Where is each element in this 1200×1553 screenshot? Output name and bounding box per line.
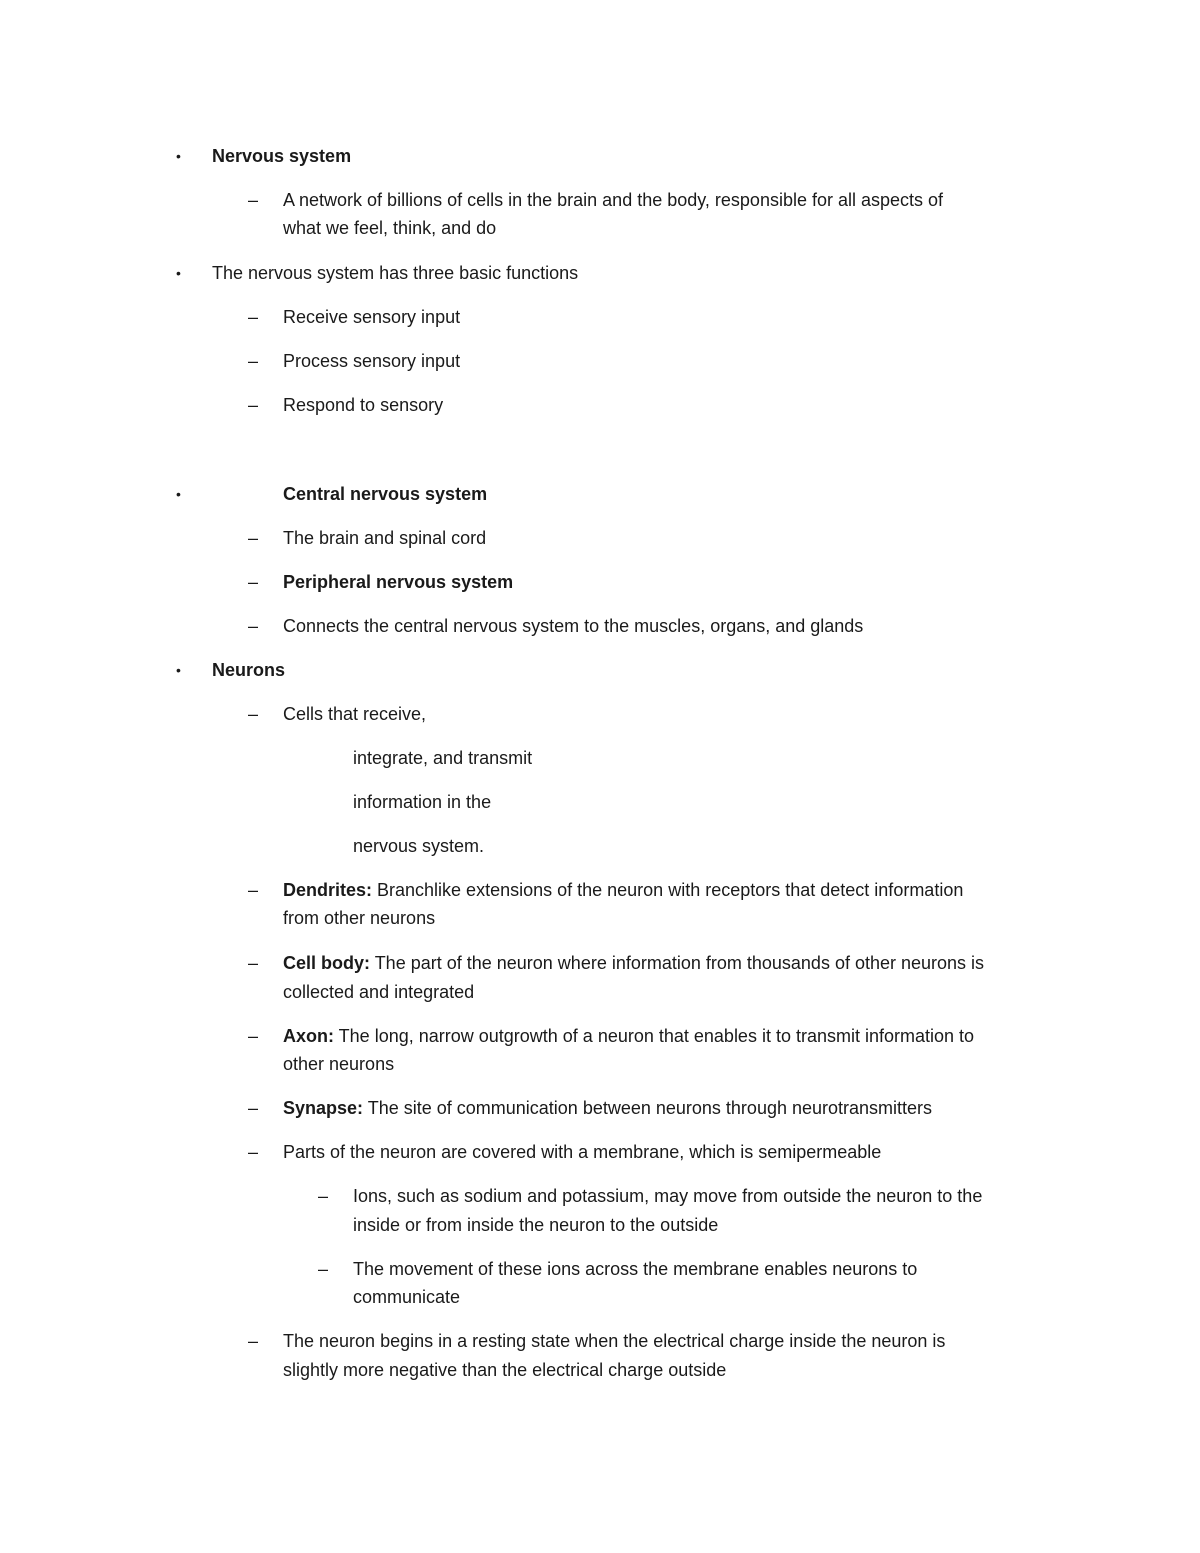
axon-term: Axon: <box>283 1026 334 1046</box>
movement-line1: The movement of these ions across the membrane enables neurons to <box>353 1259 918 1279</box>
resting-line1: The neuron begins in a resting state when the electrical charge inside the neuron is <box>283 1331 946 1351</box>
dash-marker: – <box>248 880 259 900</box>
movement-line2: communicate <box>353 1287 461 1307</box>
bullet-marker: • <box>176 662 181 678</box>
cell-body-definition-line1: Cell body: The part of the neuron where information from thousands of other neurons is <box>283 953 985 973</box>
heading-neurons: Neurons <box>212 660 286 680</box>
heading-peripheral-nervous-system: Peripheral nervous system <box>283 572 514 592</box>
dash-marker: – <box>248 953 259 973</box>
dash-marker: – <box>248 307 259 327</box>
dash-marker: – <box>318 1259 329 1279</box>
cell-body-definition-line2: collected and integrated <box>283 982 475 1002</box>
nervous-system-definition-line1: A network of billions of cells in the brain and the body, responsible for all aspects of <box>283 190 944 210</box>
heading-nervous-system: Nervous system <box>212 146 352 166</box>
dash-marker: – <box>248 1142 259 1162</box>
function-item: Respond to sensory <box>283 395 444 415</box>
dendrites-definition-line1: Dendrites: Branchlike extensions of the neuron with receptors that detect information <box>283 880 964 900</box>
dash-marker: – <box>318 1186 329 1206</box>
dendrites-definition-line2: from other neurons <box>283 908 436 928</box>
synapse-term: Synapse: <box>283 1098 364 1118</box>
heading-central-nervous-system: Central nervous system <box>283 484 488 504</box>
axon-definition-line1: Axon: The long, narrow outgrowth of a neuron that enables it to transmit information to <box>283 1026 975 1046</box>
synapse-definition: Synapse: The site of communication between neurons through neurotransmitters <box>283 1098 933 1118</box>
dash-marker: – <box>248 1098 259 1118</box>
dash-marker: – <box>248 1331 259 1351</box>
ions-line1: Ions, such as sodium and potassium, may move from outside the neuron to the <box>353 1186 983 1206</box>
ions-line2: inside or from inside the neuron to the outside <box>353 1215 719 1235</box>
resting-line2: slightly more negative than the electrical charge outside <box>283 1360 727 1380</box>
bullet-marker: • <box>176 148 181 164</box>
dash-marker: – <box>248 190 259 210</box>
neurons-definition-line: Cells that receive, <box>283 704 427 724</box>
dash-marker: – <box>248 704 259 724</box>
dash-marker: – <box>248 616 259 636</box>
functions-intro: The nervous system has three basic functions <box>212 263 579 283</box>
function-item: Process sensory input <box>283 351 461 371</box>
nervous-system-definition-line2: what we feel, think, and do <box>283 218 497 238</box>
cell-body-term: Cell body: <box>283 953 371 973</box>
neurons-definition-line: nervous system. <box>353 836 485 856</box>
dash-marker: – <box>248 395 259 415</box>
neurons-definition-line: integrate, and transmit <box>353 748 533 768</box>
pns-definition: Connects the central nervous system to the muscles, organs, and glands <box>283 616 864 636</box>
axon-definition-line2: other neurons <box>283 1054 395 1074</box>
membrane-line: Parts of the neuron are covered with a membrane, which is semipermeable <box>283 1142 882 1162</box>
dash-marker: – <box>248 572 259 592</box>
dash-marker: – <box>248 351 259 371</box>
dash-marker: – <box>248 1026 259 1046</box>
dendrites-term: Dendrites: <box>283 880 373 900</box>
neurons-definition-line: information in the <box>353 792 492 812</box>
bullet-marker: • <box>176 486 181 502</box>
function-item: Receive sensory input <box>283 307 461 327</box>
dash-marker: – <box>248 528 259 548</box>
cns-definition: The brain and spinal cord <box>283 528 487 548</box>
bullet-marker: • <box>176 265 181 281</box>
